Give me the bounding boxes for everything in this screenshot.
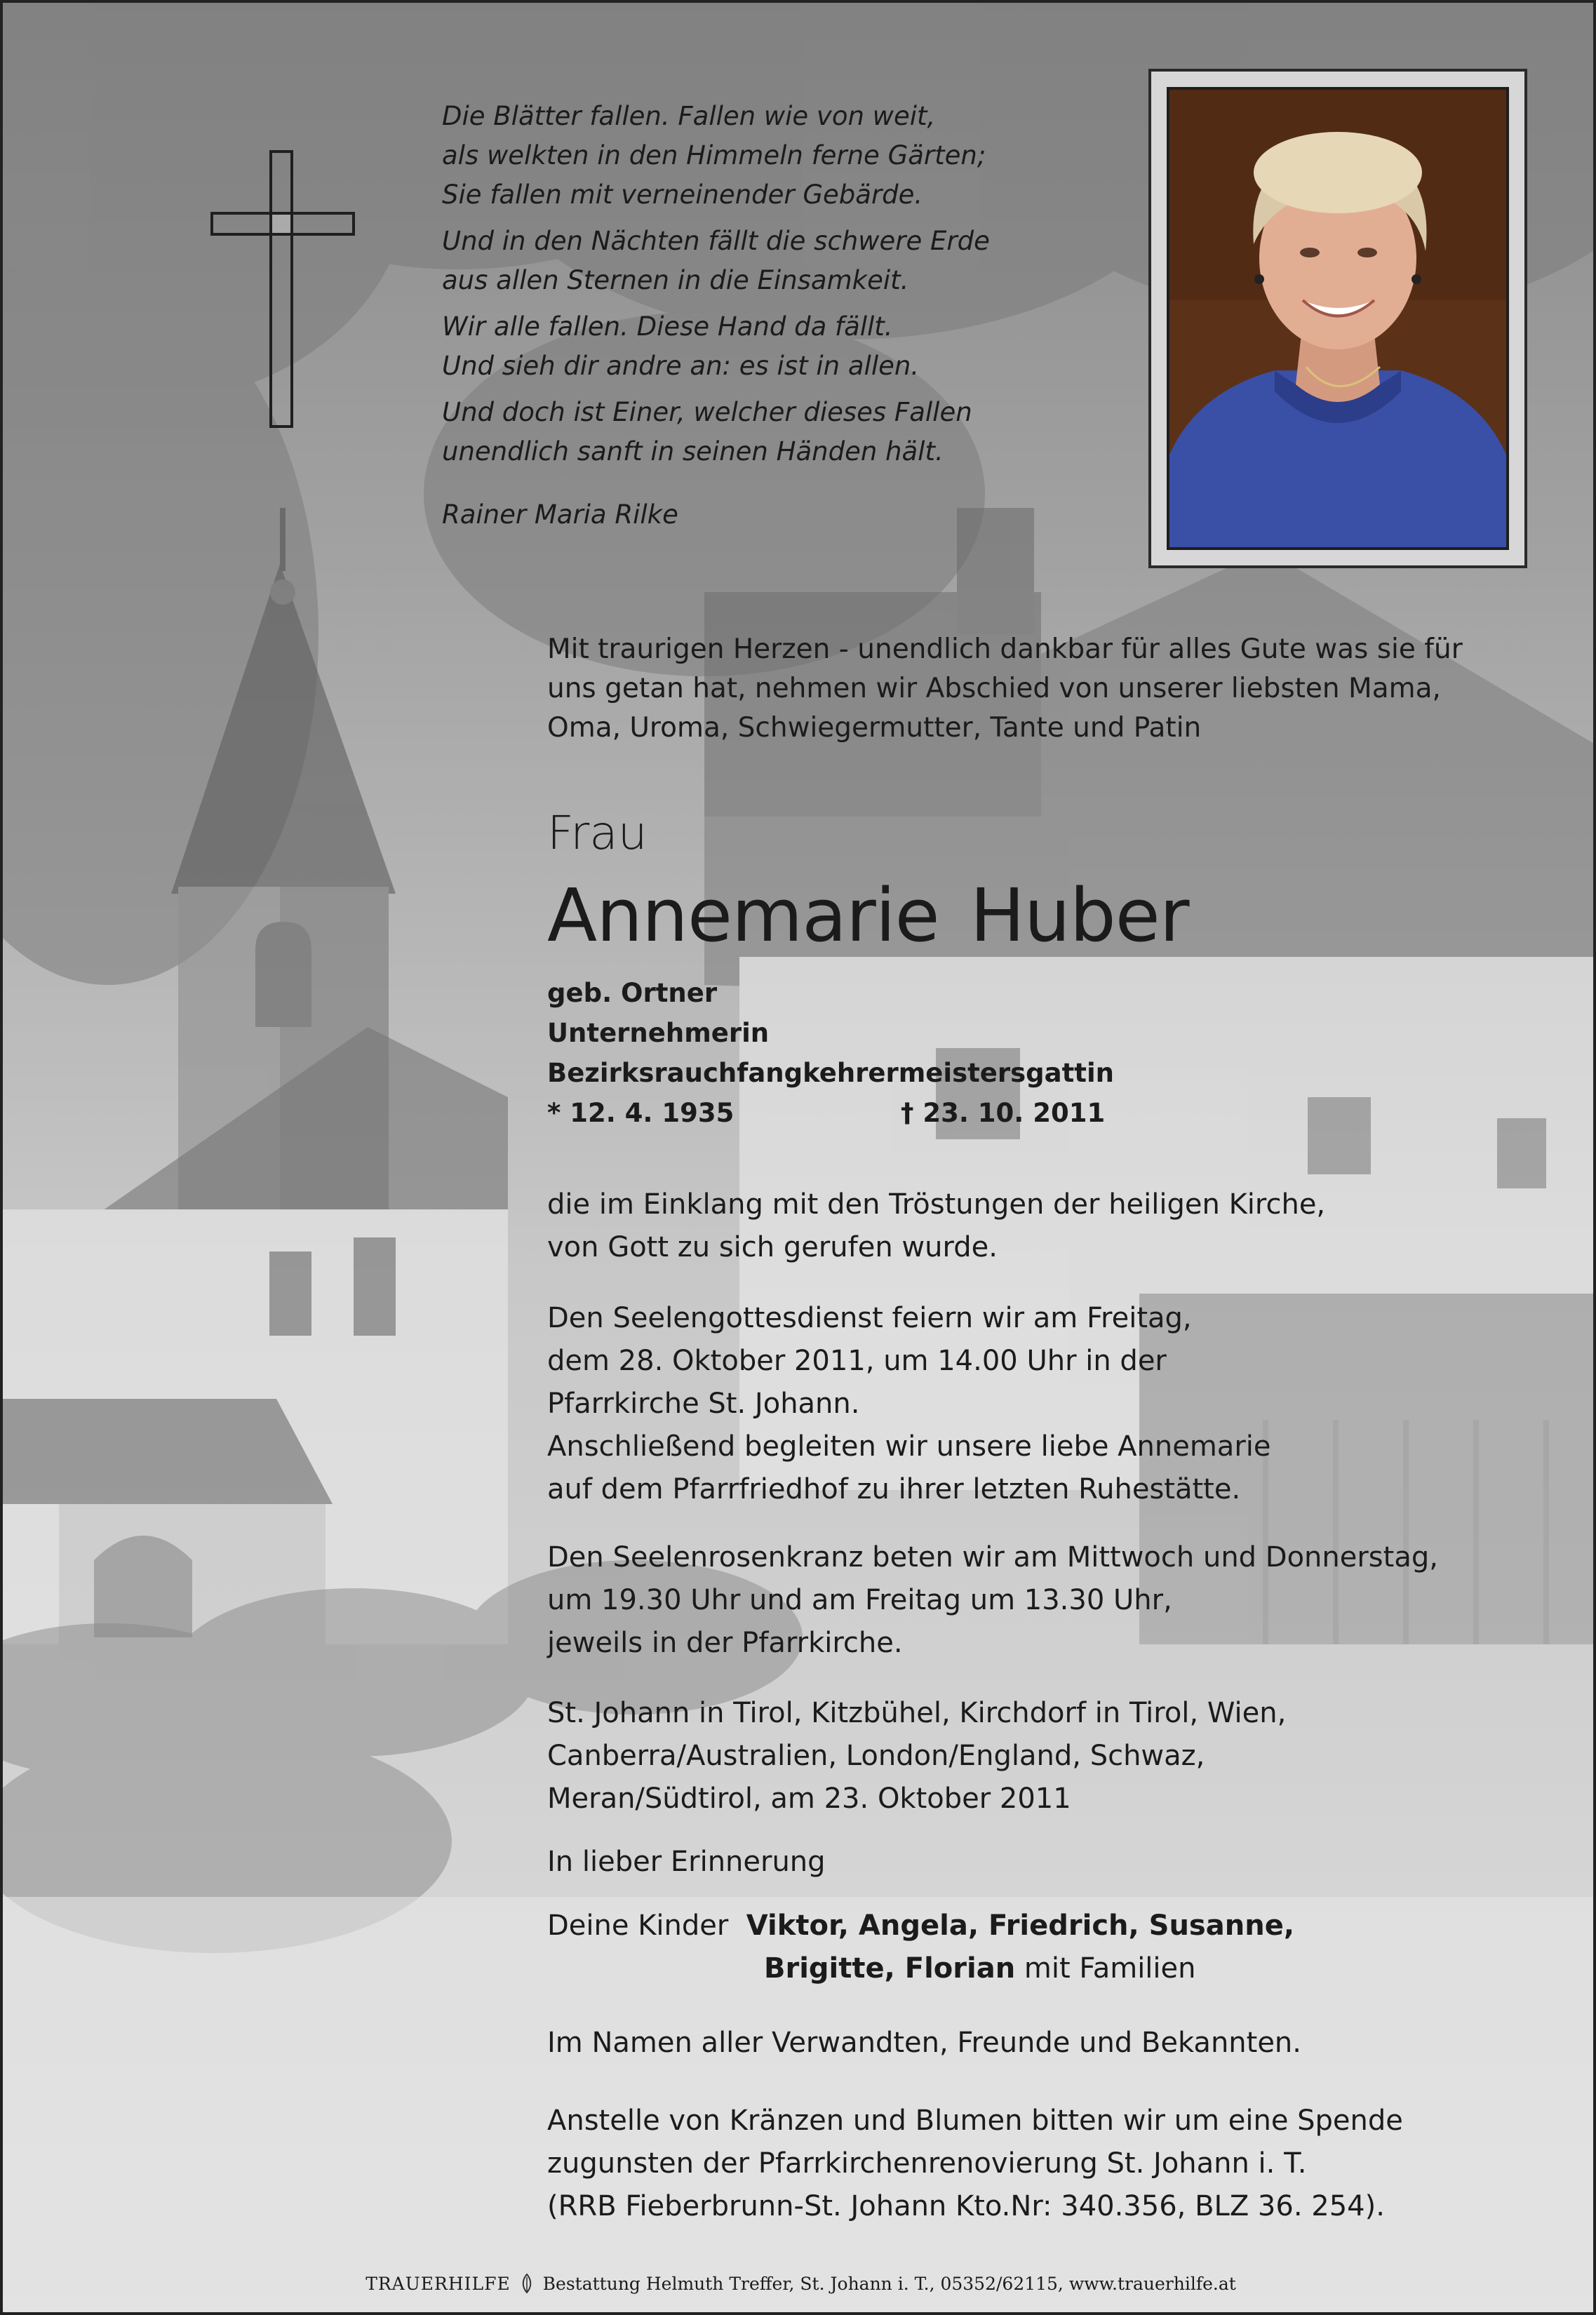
poem-stanza xyxy=(442,222,1115,300)
intro-text xyxy=(547,630,1557,748)
cross-icon xyxy=(210,150,355,428)
poem xyxy=(442,97,1115,535)
deceased-details xyxy=(547,973,1557,1133)
poem-stanza xyxy=(442,97,1115,215)
paragraph-line: um 19.30 Uhr und am Freitag um 13.30 Uhr, xyxy=(547,1584,1172,1616)
poem-line: Und doch ist Einer, welcher dieses Fallen xyxy=(442,397,972,427)
intro-line: Oma, Uroma, Schwiegermutter, Tante und Patin xyxy=(547,712,1202,744)
paragraph-places-date xyxy=(547,1692,1557,1820)
portrait-frame xyxy=(1148,69,1527,568)
title: Bezirksrauchfangkehrermeistersgattin xyxy=(547,1058,1115,1088)
first-name: Annemarie xyxy=(547,873,939,958)
footer-text: Bestattung Helmuth Treffer, St. Johann i. T., 05352/62115, www.trauerhilfe.at xyxy=(542,2274,1236,2294)
paragraph-line: die im Einklang mit den Tröstungen der heiligen Kirche, xyxy=(547,1188,1326,1221)
poem-line: aus allen Sternen in die Einsamkeit. xyxy=(442,265,909,295)
relatives-line: Im Namen aller Verwandten, Freunde und Bekannten. xyxy=(547,2027,1301,2059)
paragraph-line: Den Seelenrosenkranz beten wir am Mittwoch und Donnerstag, xyxy=(547,1541,1438,1573)
donation-note xyxy=(547,2100,1557,2228)
paragraph-line: Anstelle von Kränzen und Blumen bitten wir um eine Spende xyxy=(547,2105,1403,2137)
footer-brand: TRAUERHILFE xyxy=(366,2274,511,2294)
children-names: Brigitte, Florian xyxy=(764,1952,1016,1985)
life-dates xyxy=(547,1093,1557,1133)
poem-line: unendlich sanft in seinen Händen hält. xyxy=(442,436,944,467)
poem-line: Wir alle fallen. Diese Hand da fällt. xyxy=(442,311,893,342)
children-prefix: Deine Kinder xyxy=(547,1910,729,1942)
maiden-name: geb. Ortner xyxy=(547,978,718,1008)
intro-line: uns getan hat, nehmen wir Abschied von unserer liebsten Mama, xyxy=(547,673,1441,704)
paragraph-line: jeweils in der Pfarrkirche. xyxy=(547,1627,903,1659)
paragraph-rosary xyxy=(547,1536,1557,1665)
paragraph-line: Den Seelengottesdienst feiern wir am Freitag, xyxy=(547,1302,1192,1334)
paragraph-line: auf dem Pfarrfriedhof zu ihrer letzten Ruhestätte. xyxy=(547,1473,1241,1505)
children-suffix: mit Familien xyxy=(1015,1952,1196,1985)
poem-author: Rainer Maria Rilke xyxy=(442,499,678,530)
children-row xyxy=(547,1905,1557,1947)
paragraph-line: St. Johann in Tirol, Kitzbühel, Kirchdorf in Tirol, Wien, xyxy=(547,1697,1287,1729)
poem-line: Und sieh dir andre an: es ist in allen. xyxy=(442,351,920,381)
last-name: Huber xyxy=(970,873,1189,958)
paragraph-line: Canberra/Australien, London/England, Schwaz, xyxy=(547,1740,1205,1772)
paragraph-line: Anschließend begleiten wir unsere liebe Annemarie xyxy=(547,1430,1271,1463)
death-date: † 23. 10. 2011 xyxy=(901,1098,1106,1128)
paragraph-passing xyxy=(547,1183,1557,1269)
portrait-photo xyxy=(1167,87,1509,550)
paragraph-line: von Gott zu sich gerufen wurde. xyxy=(547,1231,998,1263)
poem-line: Sie fallen mit verneinender Gebärde. xyxy=(442,180,923,210)
children-row xyxy=(547,1947,1557,1990)
paragraph-line: (RRB Fieberbrunn-St. Johann Kto.Nr: 340.356, BLZ 36. 254). xyxy=(547,2190,1385,2222)
poem-stanza xyxy=(442,393,1115,471)
intro-line: Mit traurigen Herzen - unendlich dankbar für alles Gute was sie für xyxy=(547,633,1463,665)
poem-line: als welkten in den Himmeln ferne Gärten; xyxy=(442,140,986,170)
in-loving-memory: In lieber Erinnerung xyxy=(547,1846,826,1878)
poem-line: Und in den Nächten fällt die schwere Erde xyxy=(442,226,990,256)
leaf-icon xyxy=(519,2273,535,2294)
salutation: Frau xyxy=(547,806,648,860)
paragraph-line: Meran/Südtirol, am 23. Oktober 2011 xyxy=(547,1783,1071,1815)
paragraph-line: zugunsten der Pfarrkirchenrenovierung St. Johann i. T. xyxy=(547,2147,1307,2180)
poem-stanza xyxy=(442,307,1115,386)
children-names: Viktor, Angela, Friedrich, Susanne, xyxy=(746,1910,1295,1942)
paragraph-line: dem 28. Oktober 2011, um 14.00 Uhr in der xyxy=(547,1345,1167,1377)
paragraph-line: Pfarrkirche St. Johann. xyxy=(547,1388,860,1420)
poem-line: Die Blätter fallen. Fallen wie von weit, xyxy=(442,101,936,131)
footer xyxy=(3,2273,1596,2294)
occupation: Unternehmerin xyxy=(547,1018,770,1048)
deceased-name xyxy=(547,870,1557,961)
mourners-children xyxy=(547,1905,1557,1990)
paragraph-funeral-service xyxy=(547,1297,1557,1511)
birth-date: * 12. 4. 1935 xyxy=(547,1098,735,1128)
